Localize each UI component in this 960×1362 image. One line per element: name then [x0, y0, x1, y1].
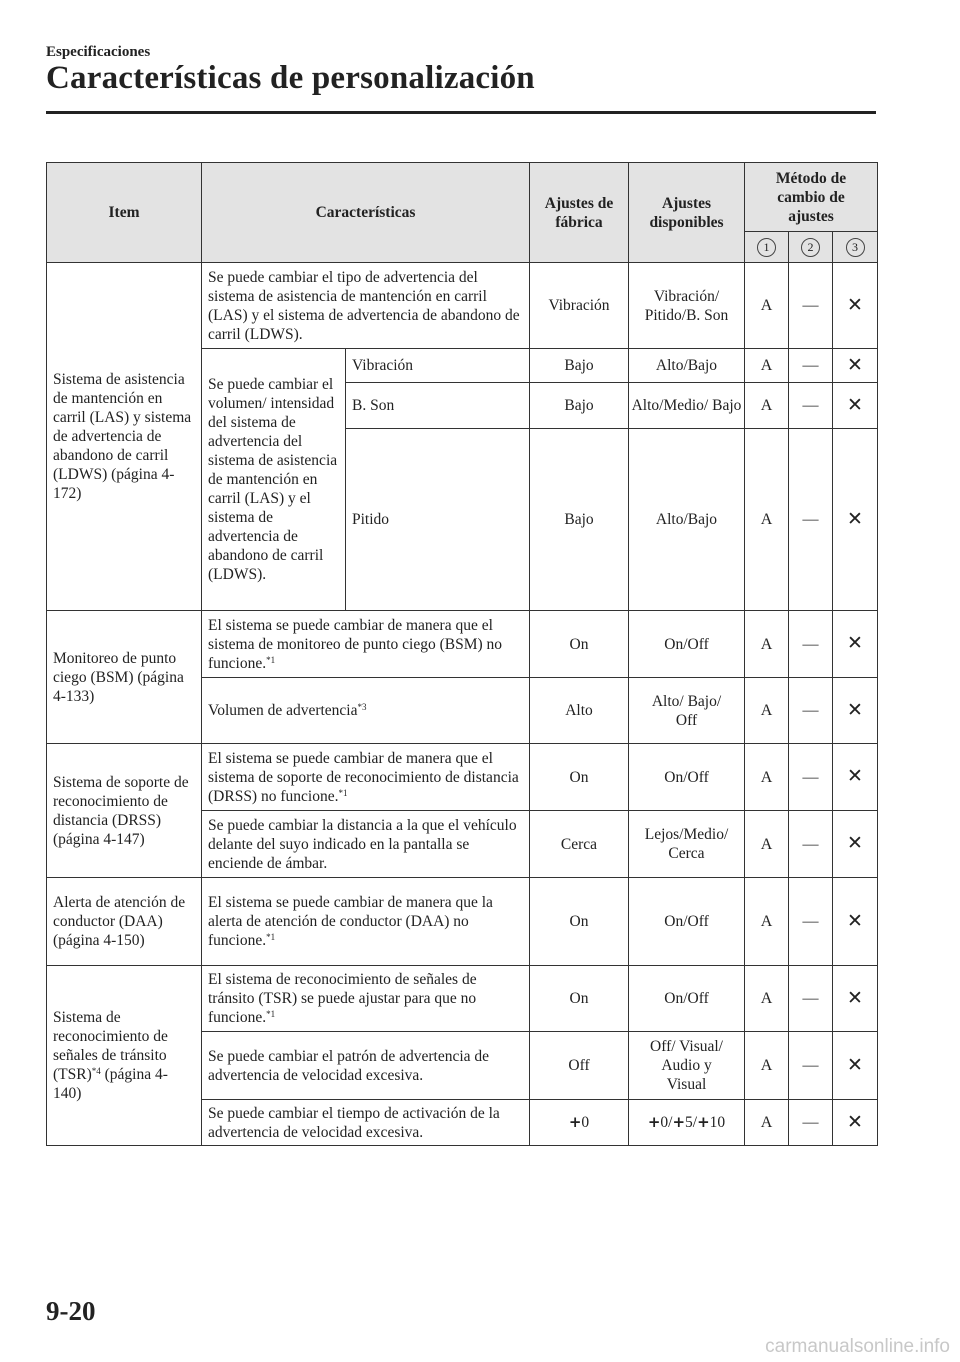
feature-cell: Se puede cambiar el tiempo de activación de la advertencia de velocidad excesiva.	[202, 1100, 530, 1146]
item-cell: Sistema de asistencia de mantención en carril (LAS) y sistema de advertencia de abandono de carril (LDWS) (página 4-172)	[47, 263, 202, 611]
cross-icon: ✕	[847, 393, 863, 416]
available-cell: On/Off	[629, 611, 745, 678]
item-cell: Monitoreo de punto ciego (BSM) (página 4-133)	[47, 611, 202, 744]
circled-number-3: 3	[846, 238, 865, 257]
feature-cell: B. Son	[346, 383, 530, 429]
header-item: Item	[47, 163, 202, 263]
method-2-cell: —	[789, 1100, 833, 1146]
method-1-cell: A	[745, 811, 789, 878]
header-method: Método de cambio de ajustes	[745, 163, 878, 232]
method-1-cell: A	[745, 383, 789, 429]
factory-cell: Bajo	[530, 383, 629, 429]
method-2-cell: —	[789, 383, 833, 429]
method-2-cell: —	[789, 811, 833, 878]
method-2-cell: —	[789, 349, 833, 383]
method-1-cell: A	[745, 263, 789, 349]
available-cell: Vibración/ Pitido/B. Son	[629, 263, 745, 349]
plus-icon: +	[697, 1113, 710, 1131]
cross-icon: ✕	[847, 507, 863, 530]
cross-icon: ✕	[847, 353, 863, 376]
method-2-cell: —	[789, 263, 833, 349]
method-3-header	[833, 232, 878, 263]
page-number: 9-20	[46, 1296, 96, 1326]
feature-cell: El sistema se puede cambiar de manera que el sistema de soporte de reconocimiento de distancia (DRSS) no funcione.$^{*1}$	[202, 744, 530, 811]
method-2-cell: —	[789, 966, 833, 1032]
factory-cell: Off	[530, 1032, 629, 1100]
footnote-ref: *4	[91, 1066, 101, 1076]
footnote-ref: *1	[266, 932, 276, 942]
factory-cell: Vibración	[530, 263, 629, 349]
watermark: carmanualsonline.info	[765, 1336, 950, 1357]
footnote-ref: *1	[266, 1009, 276, 1019]
available-cell: Alto/ Bajo/ Off	[629, 678, 745, 744]
feature-cell: Volumen de advertencia$^{*3}$	[202, 678, 530, 744]
footnote-ref: *3	[357, 702, 367, 712]
footnote-ref: *1	[266, 654, 276, 665]
method-2-cell: —	[789, 678, 833, 744]
method-1-cell: A	[745, 1100, 789, 1146]
method-2-cell: —	[789, 1032, 833, 1100]
cross-icon: ✕	[847, 1053, 863, 1076]
cross-icon: ✕	[847, 832, 863, 854]
method-1-cell: A	[745, 878, 789, 966]
method-1-cell: A	[745, 744, 789, 811]
feature-cell: El sistema se puede cambiar de manera que el sistema de monitoreo de punto ciego (BSM) no funcione.$^{*1}$	[202, 611, 530, 678]
available-cell: Off/ Visual/ Audio y Visual	[629, 1032, 745, 1100]
table-row	[47, 878, 878, 966]
feature-cell: Se puede cambiar el patrón de advertencia de advertencia de velocidad excesiva.	[202, 1032, 530, 1100]
page-title: Características de personalización	[46, 60, 535, 96]
available-cell: Alto/Bajo	[629, 429, 745, 611]
factory-cell: Bajo	[530, 429, 629, 611]
feature-cell: Vibración	[346, 349, 530, 383]
customization-table	[46, 162, 878, 1146]
header-factory: Ajustes de fábrica	[530, 163, 629, 263]
method-1-header	[745, 232, 789, 263]
method-2-cell: —	[789, 744, 833, 811]
available-cell: On/Off	[629, 966, 745, 1032]
cross-icon: ✕	[847, 293, 863, 316]
factory-cell: On	[530, 744, 629, 811]
cross-icon: ✕	[847, 698, 863, 721]
factory-cell: On	[530, 611, 629, 678]
factory-cell: +0	[530, 1100, 629, 1146]
cross-icon: ✕	[847, 765, 863, 787]
available-cell: Alto/Bajo	[629, 349, 745, 383]
available-cell: On/Off	[629, 744, 745, 811]
plus-icon: +	[568, 1113, 582, 1131]
method-1-cell: A	[745, 349, 789, 383]
table-row	[47, 611, 878, 678]
header-features: Características	[202, 163, 530, 263]
method-1-cell: A	[745, 611, 789, 678]
available-cell: On/Off	[629, 878, 745, 966]
table-row	[47, 263, 878, 349]
item-cell: Sistema de soporte de reconocimiento de distancia (DRSS) (página 4-147)	[47, 744, 202, 878]
method-2-cell: —	[789, 878, 833, 966]
method-1-cell: A	[745, 429, 789, 611]
header-available: Ajustes disponibles	[629, 163, 745, 263]
method-1-cell: A	[745, 678, 789, 744]
factory-cell: Bajo	[530, 349, 629, 383]
subitem-cell: Se puede cambiar el volumen/ intensidad del sistema de advertencia del sistema de asistencia de mantención en carril (LAS) y el sistema de advertencia de abandono de carril (LDWS).	[202, 349, 346, 611]
cross-icon: ✕	[847, 1110, 863, 1133]
cross-icon: ✕	[847, 909, 863, 932]
cross-icon: ✕	[847, 986, 863, 1009]
factory-cell: On	[530, 878, 629, 966]
factory-cell: Cerca	[530, 811, 629, 878]
factory-cell: On	[530, 966, 629, 1032]
feature-cell: Se puede cambiar la distancia a la que el vehículo delante del suyo indicado en la pantalla se enciende de ámbar.	[202, 811, 530, 878]
available-cell: Alto/Medio/ Bajo	[629, 383, 745, 429]
table-row	[47, 966, 878, 1032]
method-1-cell: A	[745, 1032, 789, 1100]
item-cell: Alerta de atención de conductor (DAA) (página 4-150)	[47, 878, 202, 966]
item-cell: Sistema de reconocimiento de señales de tránsito (TSR)$^{*4}$ (página 4-140)	[47, 966, 202, 1146]
feature-cell: Se puede cambiar el tipo de advertencia del sistema de asistencia de mantención en carril (LAS) y el sistema de advertencia de abandono de carril (LDWS).	[202, 263, 530, 349]
method-2-cell: —	[789, 611, 833, 678]
feature-cell: El sistema de reconocimiento de señales de tránsito (TSR) se puede ajustar para que no funcione.$^{*1}$	[202, 966, 530, 1032]
circled-number-2: 2	[801, 238, 820, 257]
table-header-row	[47, 163, 878, 232]
plus-icon: +	[647, 1113, 661, 1131]
method-2-header	[789, 232, 833, 263]
table-row	[47, 744, 878, 811]
available-cell: Lejos/Medio/ Cerca	[629, 811, 745, 878]
factory-cell: Alto	[530, 678, 629, 744]
method-2-cell: —	[789, 429, 833, 611]
circled-number-1: 1	[757, 238, 776, 257]
footnote-ref: *1	[338, 787, 348, 798]
plus-icon: +	[672, 1113, 686, 1131]
feature-cell: El sistema se puede cambiar de manera que la alerta de atención de conductor (DAA) no funcione.$^{*1}$	[202, 878, 530, 966]
method-1-cell: A	[745, 966, 789, 1032]
cross-icon: ✕	[847, 632, 863, 654]
title-rule	[46, 111, 876, 114]
feature-cell: Pitido	[346, 429, 530, 611]
section-label: Especificaciones	[46, 44, 151, 60]
available-cell: +0/+5/+10	[629, 1100, 745, 1146]
